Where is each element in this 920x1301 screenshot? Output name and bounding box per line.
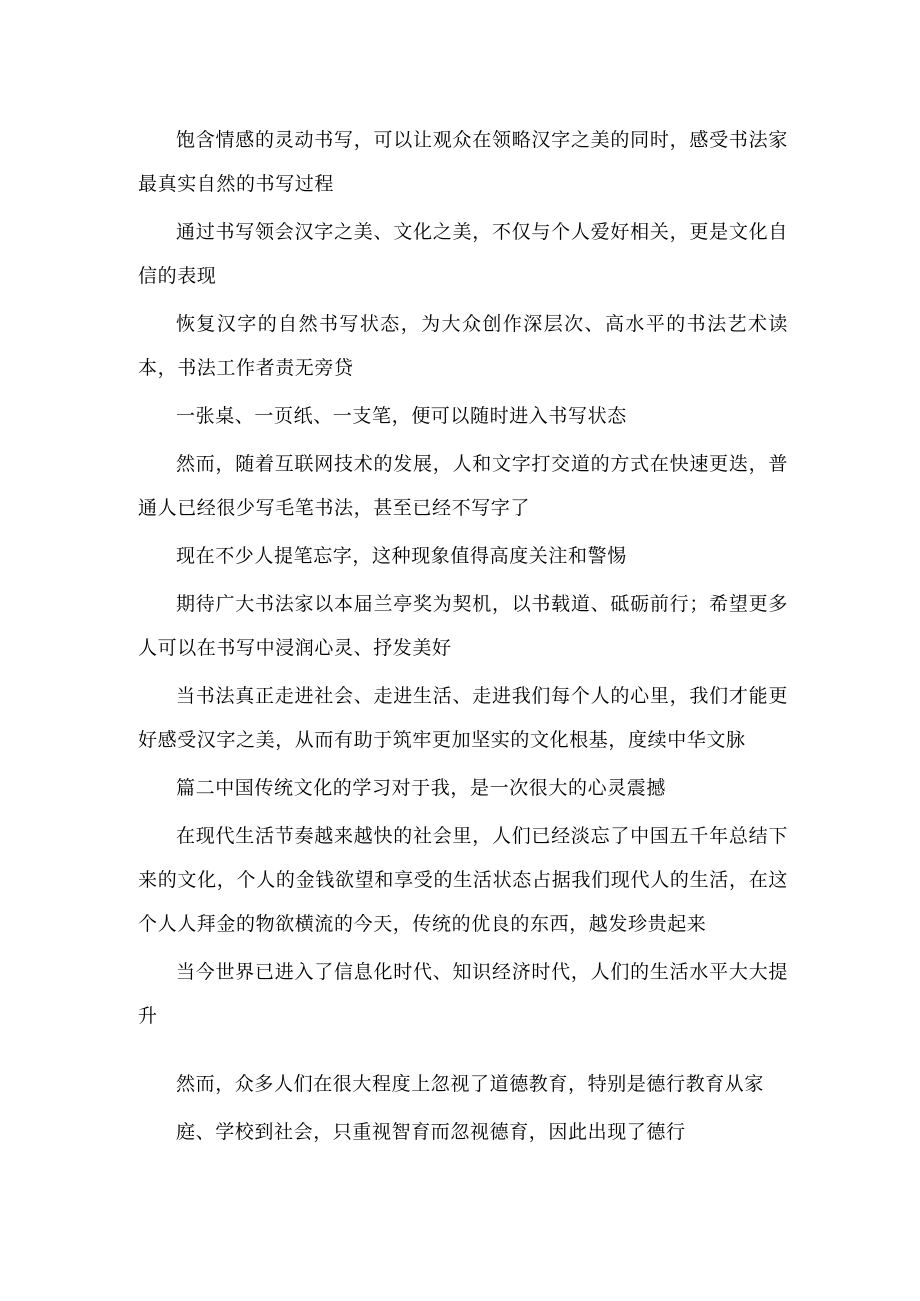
paragraph-5: 然而，随着互联网技术的发展，人和文字打交道的方式在快速更迭，普通人已经很少写毛笔书法，甚至已经不写字了 xyxy=(138,453,788,519)
paragraph-3: 恢复汉字的自然书写状态，为大众创作深层次、高水平的书法艺术读本，书法工作者责无旁贷 xyxy=(138,313,788,379)
paragraph-11: 当今世界已进入了信息化时代、知识经济时代，人们的生活水平大大提升 xyxy=(138,961,788,1027)
paragraph-7: 期待广大书法家以本届兰亭奖为契机，以书载道、砥砺前行；希望更多人可以在书写中浸润心灵、抒发美好 xyxy=(138,593,788,659)
paragraph-6: 现在不少人提笔忘字，这种现象值得高度关注和警惕 xyxy=(176,545,627,567)
paragraph-9: 篇二中国传统文化的学习对于我，是一次很大的心灵震撼 xyxy=(176,777,667,799)
paragraph-10: 在现代生活节奏越来越快的社会里，人们已经淡忘了中国五千年总结下来的文化，个人的金钱欲望和享受的生活状态占据我们现代人的生活，在这个人人拜金的物欲横流的今天，传统的优良的东西，越发珍贵起来 xyxy=(138,825,788,935)
paragraph-1: 饱含情感的灵动书写，可以让观众在领略汉字之美的同时，感受书法家最真实自然的书写过程 xyxy=(138,129,788,195)
paragraph-2: 通过书写领会汉字之美、文化之美，不仅与个人爱好相关，更是文化自信的表现 xyxy=(138,221,788,287)
document-body xyxy=(138,118,788,1158)
paragraph-12: 然而，众多人们在很大程度上忽视了道德教育，特别是德行教育从家 xyxy=(176,1073,765,1095)
paragraph-4: 一张桌、一页纸、一支笔，便可以随时进入书写状态 xyxy=(176,405,627,427)
paragraph-13: 庭、学校到社会，只重视智育而忽视德育，因此出现了德行 xyxy=(176,1121,686,1143)
paragraph-8: 当书法真正走进社会、走进生活、走进我们每个人的心里，我们才能更好感受汉字之美，从而有助于筑牢更加坚实的文化根基，度续中华文脉 xyxy=(138,685,788,751)
